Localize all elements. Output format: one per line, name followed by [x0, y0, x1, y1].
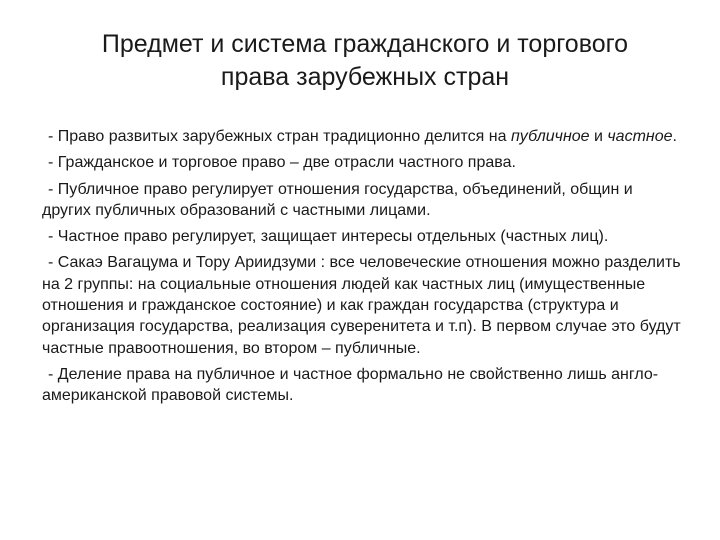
paragraph-civil-commercial [42, 152, 682, 173]
title-line-2: права зарубежных стран [220, 63, 510, 91]
paragraph-public-law [42, 179, 682, 222]
title-line-1: Предмет и система гражданского и торгового [101, 30, 629, 58]
slide-title [40, 28, 690, 94]
paragraph-anglo-american [42, 364, 682, 407]
paragraph-private-law [42, 226, 682, 247]
paragraph-division-lead: - Право развитых зарубежных стран традиционно делится на [48, 128, 511, 145]
slide-body [42, 126, 682, 412]
paragraph-division-end: . [672, 128, 677, 145]
term-public: публичное [510, 128, 590, 145]
paragraph-wagatsuma [42, 252, 682, 358]
term-private: частное [607, 128, 673, 145]
paragraph-public-law-text: - Публичное право регулирует отношения государства, объединений, общин и других публичных образований с частными лицами. [42, 180, 633, 219]
paragraph-anglo-american-text: - Деление права на публичное и частное формально не свойственно лишь англо-американской правовой системы. [42, 365, 659, 405]
paragraph-wagatsuma-text: - Сакаэ Вагацума и Тору Ариидзуми : все человеческие отношения можно разделить на 2 группы: на социальные отношения людей как частных лиц (имущественные отношения и гражданское состояние) и как граждан государства (структура и организация государства, реализация суверенитета и т.п). В первом случае это будут частные правоотношения, во втором – публичные. [42, 254, 681, 357]
paragraph-civil-commercial-text: - Гражданское и торговое право – две отрасли частного права. [48, 154, 516, 172]
paragraph-division [42, 126, 682, 147]
paragraph-private-law-text: - Частное право регулирует, защищает интересы отдельных (частных лиц). [48, 228, 609, 246]
paragraph-division-conj: и [589, 128, 608, 145]
